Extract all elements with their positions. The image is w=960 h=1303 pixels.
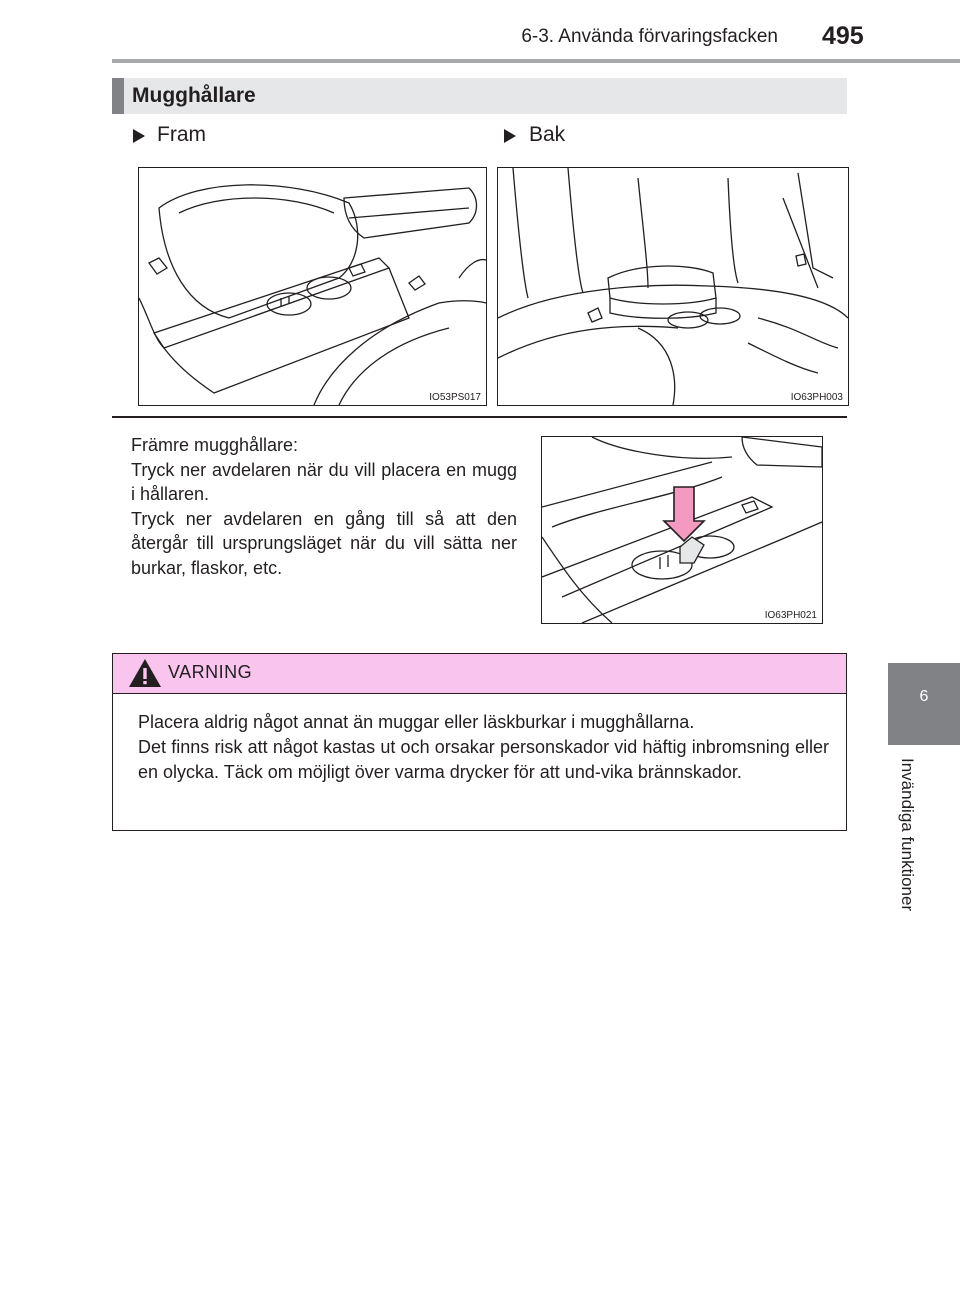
header-rule bbox=[112, 59, 960, 63]
front-figure-code: IO53PS017 bbox=[429, 392, 481, 403]
rear-label: Bak bbox=[529, 123, 566, 146]
front-holder-instructions bbox=[131, 433, 517, 580]
rear-cupholder-illustration bbox=[497, 167, 849, 406]
triangle-right-icon bbox=[504, 129, 516, 143]
triangle-right-icon bbox=[133, 129, 145, 143]
chapter-title: Invändiga funktioner bbox=[898, 758, 917, 912]
rear-seat-drawing bbox=[498, 168, 848, 405]
front-holder-paragraph: Främre mugghållare: Tryck ner avdelaren när du vill placera en mugg i hållaren. Tryck ner avdelaren en gång till så att den återgår till ursprungsläget när du vill sätta ner burkar, flaskor, etc. bbox=[131, 435, 517, 578]
divider-detail-illustration bbox=[541, 436, 823, 624]
chapter-number: 6 bbox=[919, 688, 929, 705]
front-console-drawing bbox=[139, 168, 486, 405]
section-title: Mugghållare bbox=[132, 84, 256, 107]
chapter-title-vertical bbox=[897, 758, 921, 938]
section-divider bbox=[112, 416, 847, 418]
front-cupholder-illustration bbox=[138, 167, 487, 406]
detail-figure-code: IO63PH021 bbox=[764, 610, 817, 621]
header-section-title: 6-3. Använda förvaringsfacken bbox=[521, 26, 778, 47]
divider-detail-drawing bbox=[542, 437, 822, 623]
warning-title: VARNING bbox=[168, 662, 253, 682]
warning-triangle-icon bbox=[128, 657, 162, 689]
section-heading-accent bbox=[112, 78, 124, 114]
rear-figure-code: IO63PH003 bbox=[790, 392, 843, 403]
warning-text: Placera aldrig något annat än muggar eller läskburkar i mugghållarna. Det finns risk att något kastas ut och orsakar personskador vid häftig inbromsning eller en olycka. Täck om möjligt över varma drycker för att und-vika brännskador. bbox=[138, 712, 829, 782]
page-number: 495 bbox=[822, 22, 864, 50]
front-label: Fram bbox=[157, 123, 206, 146]
